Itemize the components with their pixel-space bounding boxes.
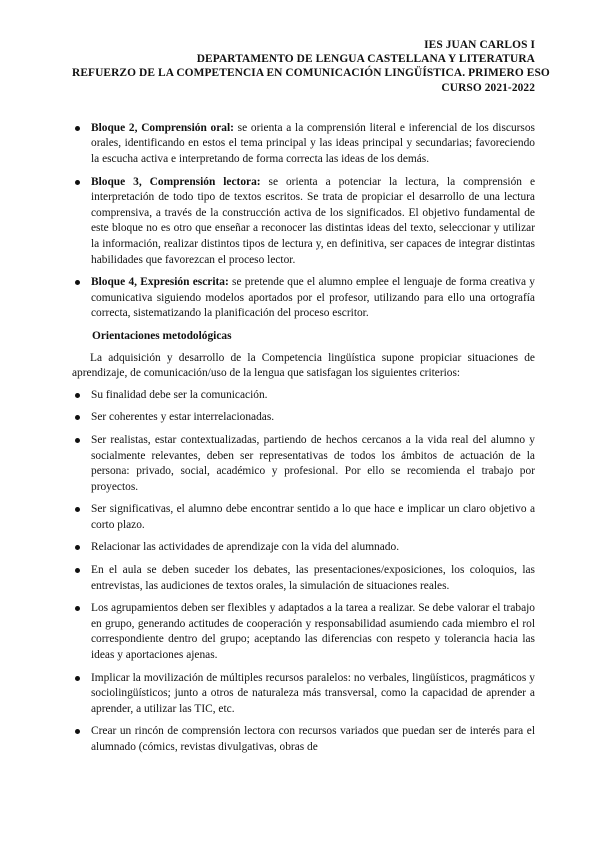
list-item xyxy=(72,175,535,269)
list-item xyxy=(72,275,535,322)
block-title: Bloque 2, Comprensión oral: xyxy=(91,121,234,134)
intro-paragraph: La adquisición y desarrollo de la Competencia lingüística supone propiciar situaciones de aprendizaje, de comunicación/uso de la lengua que satisfagan los siguientes criterios: xyxy=(72,351,535,380)
block-title: Bloque 3, Comprensión lectora: xyxy=(91,175,261,188)
criteria-list xyxy=(72,388,535,756)
block-text: se orienta a potenciar la lectura, la comprensión e interpretación de todo tipo de textos escritos. Se trata de propiciar el desarrollo de una lectura comprensiva, a través de la construcción activa de los significados. El objetivo fundamental de este bloque no es otro que enseñar a reconocer las distintas ideas del texto, seleccionar y utilizar la información, realizar distintos tipos de lectura y, en definitiva, ser capaces de integrar distintas habilidades que favorezcan el proceso lector. xyxy=(91,175,535,266)
page-header xyxy=(72,38,550,95)
list-item: Relacionar las actividades de aprendizaje con la vida del alumnado. xyxy=(72,540,535,556)
document-body xyxy=(72,121,535,756)
list-item xyxy=(72,121,535,168)
list-item: Ser realistas, estar contextualizadas, partiendo de hechos cercanos a la vida real del alumno y socialmente relevantes, deben ser representativas de todos los ámbitos de actuación de la persona: privado, social, académico y profesional. Por ello se recomienda el trabajo por proyectos. xyxy=(72,433,535,495)
block-title: Bloque 4, Expresión escrita: xyxy=(91,276,229,289)
section-title: Orientaciones metodológicas xyxy=(92,329,232,342)
list-item: Implicar la movilización de múltiples recursos paralelos: no verbales, lingüísticos, pragmáticos y sociolingüísticos; junto a otros de naturaleza más transversal, como la capacidad de aprender a aprender, a utilizar las TIC, etc. xyxy=(72,671,535,718)
program-name: REFUERZO DE LA COMPETENCIA EN COMUNICACIÓN LINGÜÍSTICA. PRIMERO ESO xyxy=(72,67,550,80)
course-year: CURSO 2021-2022 xyxy=(441,81,535,94)
list-item: Crear un rincón de comprensión lectora con recursos variados que puedan ser de interés para el alumnado (cómics, revistas divulgativas, obras de xyxy=(72,724,535,755)
block-text: se pretende que el alumno emplee el lenguaje de forma creativa y comunicativa siguiendo modelos aportados por el profesor, utilizando para ello una ortografía correcta, sistematizando la planificación del proceso escritor. xyxy=(91,276,535,320)
block-text: se orienta a la comprensión literal e inferencial de los discursos orales, identificando en estos el tema principal y las ideas principal y secundarias; favoreciendo la escucha activa e interpretando de forma correcta las ideas de los demás. xyxy=(91,121,535,165)
list-item: Ser significativas, el alumno debe encontrar sentido a lo que hace e implicar un claro objetivo a corto plazo. xyxy=(72,502,535,533)
school-name: IES JUAN CARLOS I xyxy=(424,39,535,51)
list-item: En el aula se deben suceder los debates, las presentaciones/exposiciones, los coloquios, las entrevistas, las audiciones de textos orales, la simulación de situaciones reales. xyxy=(72,563,535,594)
blocks-list xyxy=(72,121,535,322)
department-name: DEPARTAMENTO DE LENGUA CASTELLANA Y LITERATURA xyxy=(196,53,535,66)
list-item: Ser coherentes y estar interrelacionadas. xyxy=(72,410,535,426)
list-item: Los agrupamientos deben ser flexibles y adaptados a la tarea a realizar. Se debe valorar el trabajo en grupo, generando actitudes de cooperación y responsabilidad asumiendo cada miembro el rol correspondiente dentro del grupo; aceptando las diferencias con respeto y tolerancia hacia las ideas y aportaciones ajenas. xyxy=(72,601,535,663)
list-item: Su finalidad debe ser la comunicación. xyxy=(72,388,535,404)
